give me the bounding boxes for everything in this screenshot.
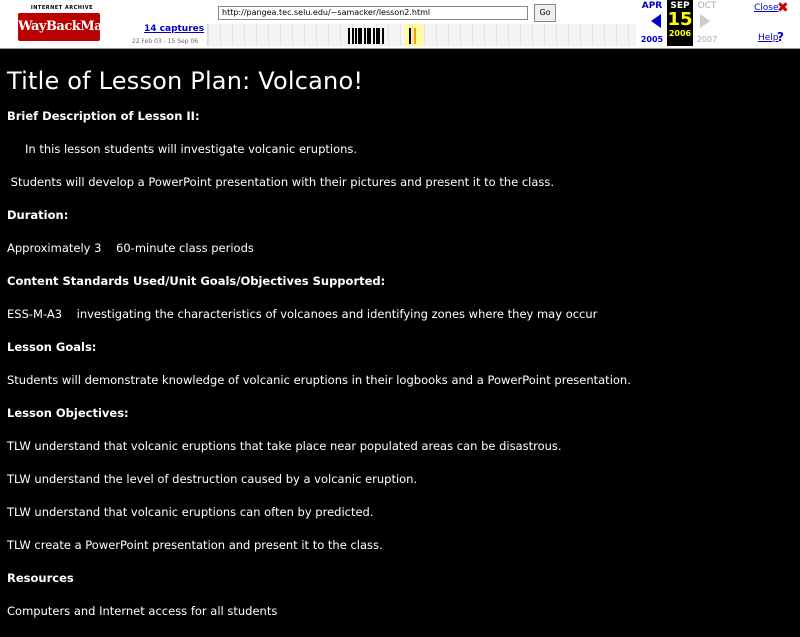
- wayback-logo[interactable]: [18, 5, 140, 43]
- lesson-objectives-heading: Lesson Objectives:: [7, 406, 129, 420]
- sparkline-gridline: [484, 24, 485, 46]
- capture-bar[interactable]: [378, 28, 380, 44]
- sparkline-gridline: [328, 24, 329, 46]
- prev-year-label[interactable]: 2005: [640, 35, 664, 44]
- logo-wayback-text: WayBackMachine: [18, 13, 100, 41]
- sparkline-gridline: [508, 24, 509, 46]
- close-link[interactable]: Close: [754, 3, 779, 13]
- brief-description-text-2: Students will develop a PowerPoint presentation with their pictures and present it to the class.: [7, 175, 555, 189]
- sparkline-gridline: [412, 24, 413, 46]
- help-link[interactable]: Help: [758, 33, 779, 43]
- lesson-goals-heading: Lesson Goals:: [7, 340, 97, 354]
- sparkline-gridline: [424, 24, 425, 46]
- capture-bar[interactable]: [348, 28, 350, 44]
- next-capture-arrow-icon: [700, 14, 710, 28]
- close-icon[interactable]: ✖: [777, 0, 789, 16]
- objective-item: TLW understand that volcanic eruptions that take place near populated areas can be disastrous.: [7, 439, 562, 453]
- sparkline-gridline: [400, 24, 401, 46]
- capture-sparkline[interactable]: [207, 24, 636, 46]
- capture-bar[interactable]: [382, 28, 384, 44]
- current-day: 15: [667, 9, 693, 30]
- sparkline-gridline: [256, 24, 257, 46]
- sparkline-gridline: [208, 24, 209, 46]
- sparkline-gridline: [592, 24, 593, 46]
- sparkline-gridline: [460, 24, 461, 46]
- sparkline-gridline: [220, 24, 221, 46]
- sparkline-gridline: [268, 24, 269, 46]
- objective-item: TLW understand the level of destruction caused by a volcanic eruption.: [7, 472, 418, 486]
- sparkline-gridline: [388, 24, 389, 46]
- captures-link[interactable]: 14 captures: [144, 24, 205, 34]
- brief-description-text: In this lesson students will investigate volcanic eruptions.: [25, 142, 358, 156]
- content-standards-heading: Content Standards Used/Unit Goals/Objectives Supported:: [7, 274, 386, 288]
- sparkline-gridline: [544, 24, 545, 46]
- logo-archive-text: INTERNET ARCHIVE: [30, 5, 94, 11]
- duration-heading: Duration:: [7, 208, 69, 222]
- sparkline-gridline: [448, 24, 449, 46]
- capture-bar[interactable]: [414, 28, 416, 44]
- next-month-label: OCT: [697, 1, 717, 11]
- sparkline-gridline: [580, 24, 581, 46]
- duration-text: Approximately 3 60-minute class periods: [7, 241, 254, 255]
- sparkline-gridline: [436, 24, 437, 46]
- sparkline-gridline: [520, 24, 521, 46]
- capture-bar[interactable]: [360, 28, 362, 44]
- wayback-toolbar: [0, 0, 800, 49]
- content-standards-text: ESS-M-A3 investigating the characteristics of volcanoes and identifying zones where they may occur: [7, 307, 598, 321]
- resources-text: Computers and Internet access for all students: [7, 604, 278, 618]
- lesson-content: [7, 67, 793, 637]
- capture-bar[interactable]: [409, 28, 411, 44]
- help-icon[interactable]: ?: [777, 30, 784, 44]
- sparkline-gridline: [292, 24, 293, 46]
- sparkline-gridline: [340, 24, 341, 46]
- sparkline-gridline: [616, 24, 617, 46]
- resources-heading: Resources: [7, 571, 74, 585]
- prev-month-label[interactable]: APR: [641, 1, 663, 11]
- sparkline-gridline: [628, 24, 629, 46]
- prev-capture-arrow-icon[interactable]: [651, 14, 661, 28]
- url-input[interactable]: [218, 6, 528, 20]
- current-capture-date: [667, 0, 693, 46]
- sparkline-gridline: [496, 24, 497, 46]
- capture-bar[interactable]: [352, 28, 354, 44]
- capture-bar[interactable]: [369, 28, 371, 44]
- sparkline-gridline: [556, 24, 557, 46]
- objective-item: TLW understand that volcanic eruptions can often by predicted.: [7, 505, 374, 519]
- sparkline-gridline: [604, 24, 605, 46]
- page-title: Title of Lesson Plan: Volcano!: [7, 67, 364, 95]
- capture-bar[interactable]: [355, 28, 357, 44]
- sparkline-gridline: [304, 24, 305, 46]
- lesson-goals-text: Students will demonstrate knowledge of volcanic eruptions in their logbooks and a PowerPoint presentation.: [7, 373, 631, 387]
- capture-bar[interactable]: [364, 28, 366, 44]
- next-year-label: 2007: [696, 35, 718, 44]
- capture-date-range: 22 Feb 03 - 15 Sep 06: [132, 38, 199, 45]
- sparkline-gridline: [568, 24, 569, 46]
- current-year: 2006: [668, 29, 692, 38]
- sparkline-gridline: [244, 24, 245, 46]
- capture-bar[interactable]: [373, 28, 375, 44]
- sparkline-gridline: [232, 24, 233, 46]
- sparkline-gridline: [532, 24, 533, 46]
- go-button[interactable]: Go: [534, 4, 556, 22]
- sparkline-gridline: [316, 24, 317, 46]
- sparkline-gridline: [472, 24, 473, 46]
- sparkline-gridline: [280, 24, 281, 46]
- brief-description-heading: Brief Description of Lesson II:: [7, 109, 200, 123]
- objective-item: TLW create a PowerPoint presentation and present it to the class.: [7, 538, 383, 552]
- current-month: SEP: [670, 1, 690, 11]
